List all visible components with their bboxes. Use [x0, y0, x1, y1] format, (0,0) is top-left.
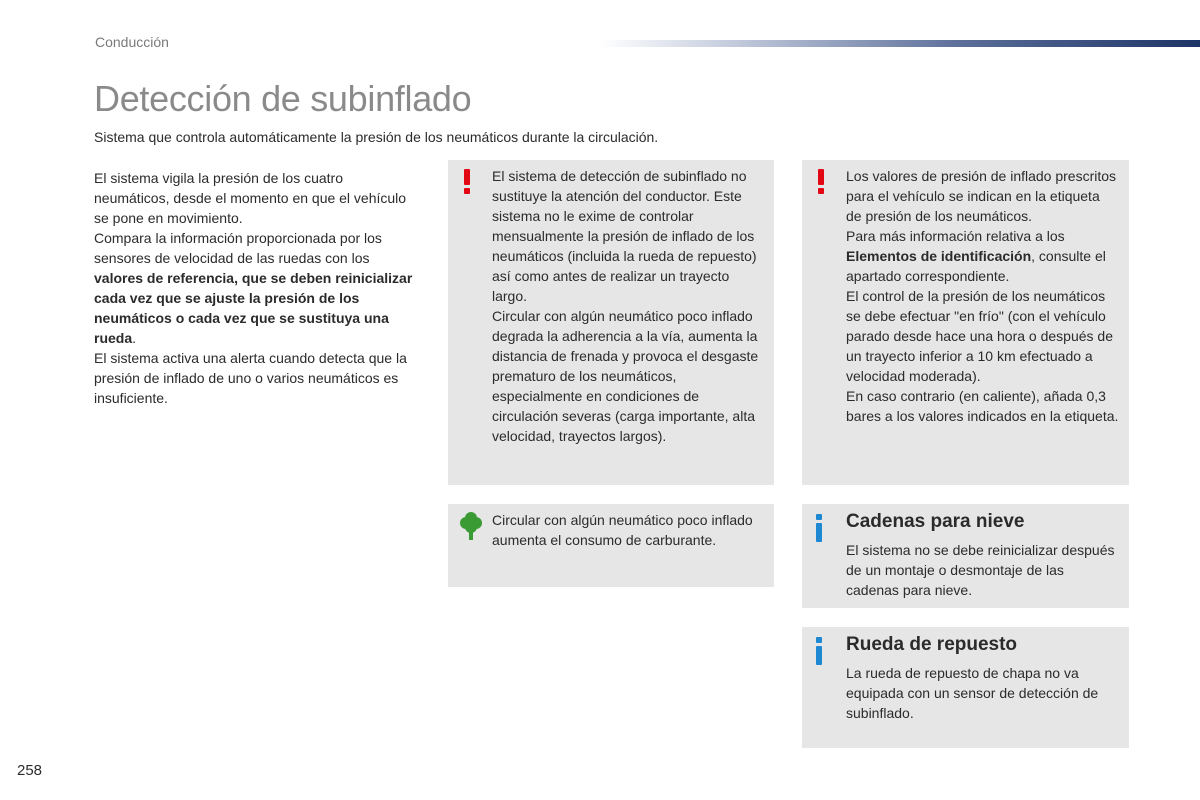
warning-box-2-paragraph-3: El control de la presión de los neumáticos se debe efectuar "en frío" (con el vehículo parado desde hace una hora o después de un trayecto inferior a 10 km efectuado a velocidad moderada).: [846, 288, 1113, 384]
header-bar: [600, 40, 1200, 47]
body-paragraph-2-bold: valores de referencia, que se deben reinicializar cada vez que se ajuste la presión de los neumáticos o cada vez que se sustituya una rueda: [94, 270, 413, 346]
info-box-spare-title: Rueda de repuesto: [846, 634, 1018, 655]
warning-box-1-paragraph-2: Circular con algún neumático poco inflado degrada la adherencia a la vía, aumenta la distancia de frenada y provoca el desgaste prematuro de los neumáticos, especialmente en condiciones de circulación severas (carga importante, alta velocidad, trayectos largos).: [492, 308, 759, 444]
eco-box: [448, 504, 774, 587]
warning-box-2-paragraph-2-bold: Elementos de identificación: [846, 248, 1032, 264]
body-paragraph-2-end: .: [132, 330, 137, 346]
warning-box-2-paragraph-2-text: Para más información relativa a los: [846, 228, 1065, 244]
warning-box-1-paragraph-1: El sistema de detección de subinflado no sustituye la atención del conductor. Este sistema no le exime de controlar mensualmente la presión de inflado de los neumáticos (incluida la rueda de repuesto) así como antes de realizar un trayecto largo.: [492, 168, 757, 304]
page-title: Detección de subinflado: [94, 78, 472, 119]
page-number: 258: [17, 762, 43, 779]
body-paragraph-2: [94, 228, 414, 348]
warning-box-2-paragraph-2: [846, 226, 1119, 286]
body-paragraph-2-text: Compara la información proporcionada por los sensores de velocidad de las ruedas con los: [94, 230, 382, 266]
exclamation-icon: [458, 166, 476, 196]
exclamation-icon: [812, 166, 830, 196]
intro-text: Sistema que controla automáticamente la presión de los neumáticos durante la circulación.: [94, 129, 659, 145]
info-box-chains-text: [846, 510, 1119, 600]
body-paragraph-3: El sistema activa una alerta cuando detecta que la presión de inflado de uno o varios neumáticos es insuficiente.: [94, 350, 407, 406]
body-paragraph-1: El sistema vigila la presión de los cuatro neumáticos, desde el momento en que el vehículo se pone en movimiento.: [94, 170, 407, 226]
warning-box-pressure-values: [802, 160, 1129, 485]
info-icon: [812, 514, 826, 544]
eco-box-paragraph: Circular con algún neumático poco inflado aumenta el consumo de carburante.: [492, 512, 753, 548]
info-box-chains-paragraph: El sistema no se debe reinicializar después de un montaje o desmontaje de las cadenas para nieve.: [846, 542, 1115, 598]
info-icon: [812, 637, 826, 667]
info-box-snow-chains: [802, 504, 1129, 608]
tree-icon: [458, 512, 484, 542]
warning-box-2-paragraph-2-end: , consulte el apartado correspondiente.: [846, 248, 1106, 284]
eco-box-text: [492, 510, 764, 550]
info-box-spare-paragraph: La rueda de repuesto de chapa no va equipada con un sensor de detección de subinflado.: [846, 665, 1099, 721]
warning-box-2-paragraph-1: Los valores de presión de inflado prescritos para el vehículo se indican en la etiqueta de presión de los neumáticos.: [846, 168, 1117, 224]
body-column: [94, 168, 414, 408]
warning-box-2-text: [846, 166, 1119, 426]
warning-box-1-text: [492, 166, 764, 446]
warning-box-tire-check: [448, 160, 774, 485]
info-box-spare-wheel: [802, 627, 1129, 748]
warning-box-2-paragraph-4: En caso contrario (en caliente), añada 0,3 bares a los valores indicados en la etiqueta.: [846, 388, 1119, 424]
section-label: Conducción: [95, 34, 169, 50]
info-box-chains-title: Cadenas para nieve: [846, 511, 1025, 532]
info-box-spare-text: [846, 633, 1119, 723]
